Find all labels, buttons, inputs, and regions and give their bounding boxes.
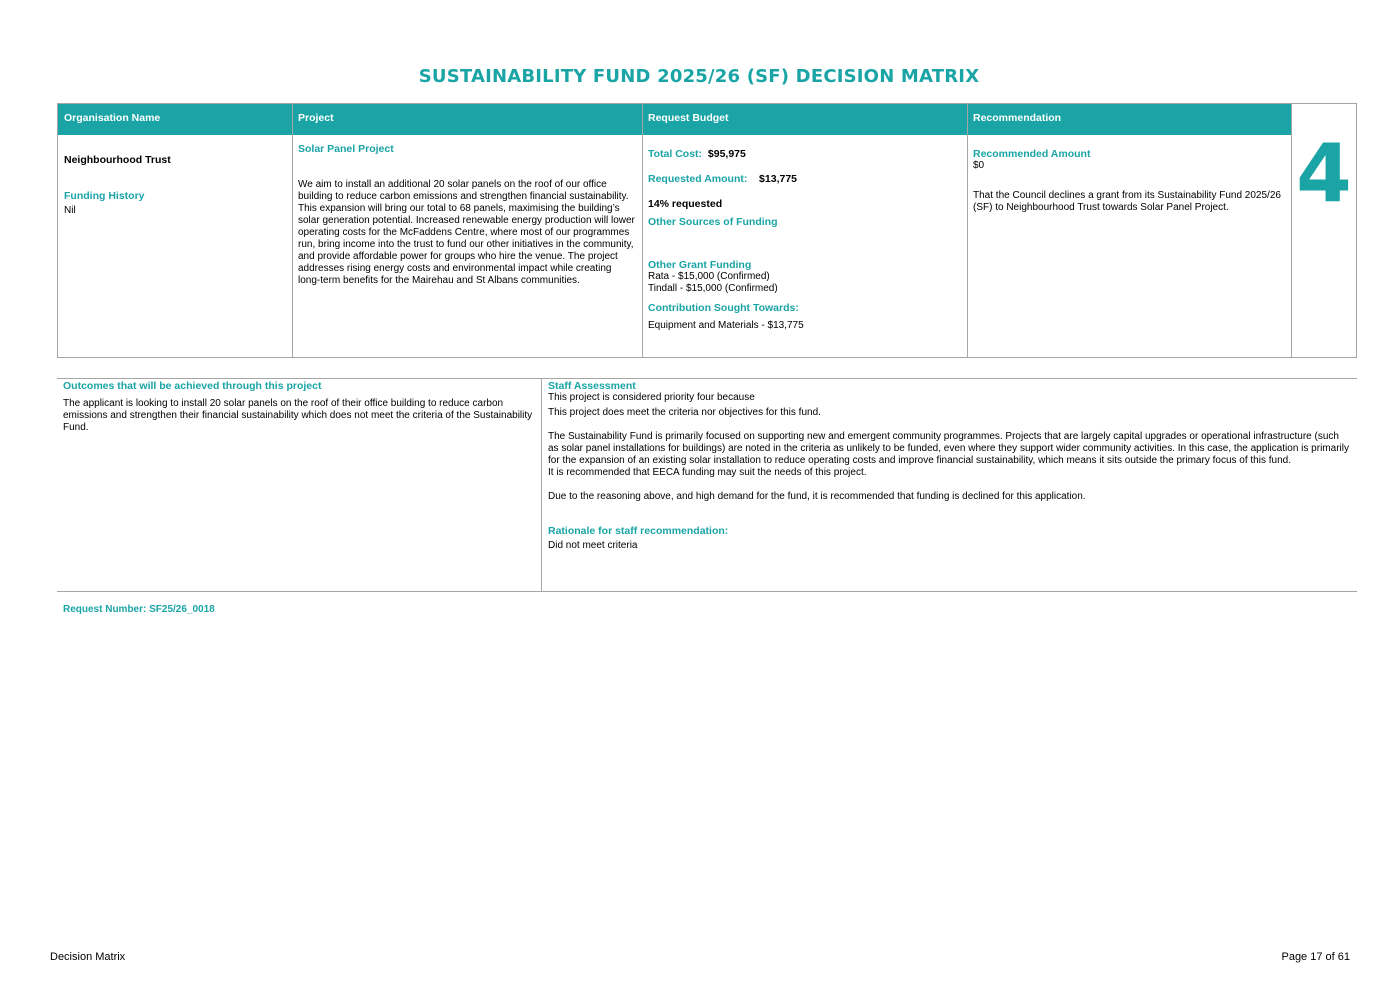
other-grant-line: Rata - $15,000 (Confirmed) xyxy=(648,271,770,282)
total-cost-label: Total Cost: xyxy=(648,148,703,160)
project-name: Solar Panel Project xyxy=(298,143,394,155)
outcomes-text: The applicant is looking to install 20 solar panels on the roof of their office building to reduce carbon emissions and strengthen their financial sustainability which does not meet the criteria of the Sustainability Fund. xyxy=(63,398,533,433)
organisation-cell xyxy=(58,135,292,357)
funding-history-value: Nil xyxy=(64,205,76,216)
staff-assessment-line: It is recommended that EECA funding may suit the needs of this project. xyxy=(548,467,867,478)
staff-assessment-line: This project does meet the criteria nor objectives for this fund. xyxy=(548,407,821,418)
staff-assessment-label: Staff Assessment xyxy=(548,380,636,392)
outcomes-cell xyxy=(63,380,533,434)
request-number: Request Number: SF25/26_0018 xyxy=(63,604,215,615)
footer-title: Decision Matrix xyxy=(50,951,126,963)
total-cost-value: $95,975 xyxy=(707,148,746,160)
other-grant-label: Other Grant Funding xyxy=(648,259,752,271)
outcomes-label: Outcomes that will be achieved through this project xyxy=(63,380,322,392)
recommended-amount-label: Recommended Amount xyxy=(973,148,1091,160)
recommendation-cell xyxy=(967,135,1291,357)
contribution-label: Contribution Sought Towards: xyxy=(648,302,799,314)
budget-cell xyxy=(642,135,967,357)
header-project: Project xyxy=(292,104,642,135)
staff-assessment-paragraph: The Sustainability Fund is primarily focused on supporting new and emergent community programmes. Projects that are largely capital upgrades or operational infrastructure (such as solar panel installations for buildings) are noted in the criteria as unlikely to be funded, even where they support wider community activities. In this case, the application is primarily for the expansion of an existing solar installation to reduce operating costs and improve financial sustainability, which means it sits outside the primary focus of this fund. xyxy=(548,431,1349,466)
project-description: We aim to install an additional 20 solar panels on the roof of our office building to reduce carbon emissions and strengthen financial sustainability. This expansion will bring our total to 68 panels, maximising the building’s solar generation potential. Increased renewable energy production will lower operating costs for the McFaddens Centre, where most of our programmes run, bring income into the trust to fund our other initiatives in the community, and provide affordable power for groups who hire the venue. The project addresses rising energy costs and environmental impact while creating long-term benefits for the Mairehau and St Albans communities. xyxy=(298,179,635,286)
requested-amount-value: $13,775 xyxy=(759,173,798,185)
other-sources-label: Other Sources of Funding xyxy=(648,216,778,228)
staff-assessment-paragraph: Due to the reasoning above, and high demand for the fund, it is recommended that funding is declined for this application. xyxy=(548,491,1086,502)
requested-amount-label: Requested Amount: xyxy=(648,173,748,185)
rationale-label: Rationale for staff recommendation: xyxy=(548,525,729,537)
project-cell xyxy=(292,135,642,357)
recommendation-text: That the Council declines a grant from its Sustainability Fund 2025/26 (SF) to Neighbourhood Trust towards Solar Panel Project. xyxy=(973,190,1281,213)
header-organisation: Organisation Name xyxy=(58,104,292,135)
organisation-name: Neighbourhood Trust xyxy=(64,154,171,166)
staff-assessment-cell xyxy=(548,380,1350,552)
header-recommendation: Recommendation xyxy=(967,104,1292,135)
page-number: Page 17 of 61 xyxy=(1281,951,1350,963)
page-title: SUSTAINABILITY FUND 2025/26 (SF) DECISION MATRIX xyxy=(418,66,980,87)
recommended-amount-value: $0 xyxy=(973,160,985,171)
divider xyxy=(541,379,542,591)
percent-requested: 14% requested xyxy=(648,198,723,210)
staff-assessment-line: This project is considered priority four because xyxy=(548,392,755,403)
contribution-value: Equipment and Materials - $13,775 xyxy=(648,320,804,331)
decision-table xyxy=(57,103,1357,358)
rationale-value: Did not meet criteria xyxy=(548,540,638,551)
header-budget: Request Budget xyxy=(642,104,967,135)
other-grant-line: Tindall - $15,000 (Confirmed) xyxy=(648,283,778,294)
priority-number: 4 xyxy=(1296,127,1352,220)
assessment-section xyxy=(57,378,1357,592)
funding-history-label: Funding History xyxy=(64,190,145,202)
